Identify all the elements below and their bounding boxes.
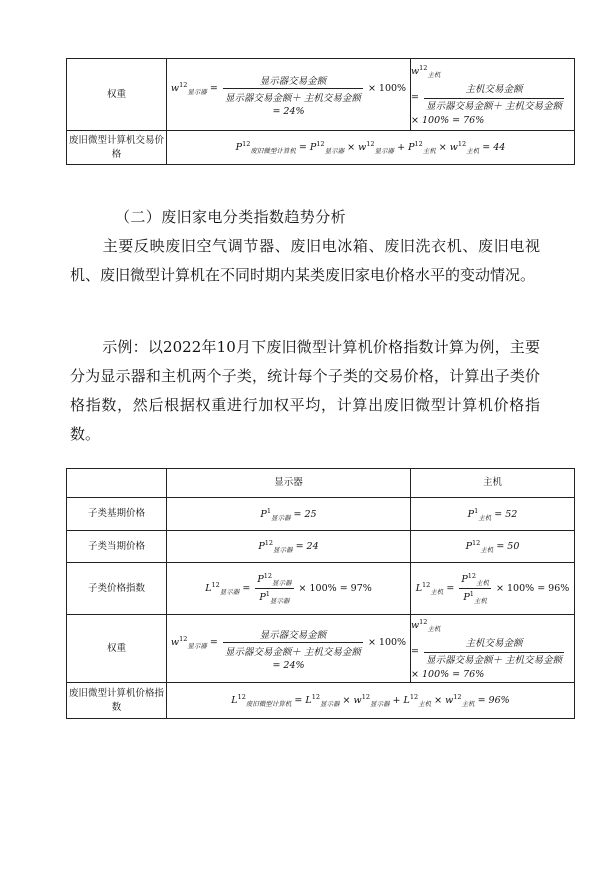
- base-price-label: 子类基期价格: [67, 498, 167, 531]
- current-price-label: 子类当期价格: [67, 531, 167, 563]
- col-header-host: 主机: [411, 469, 575, 498]
- weight-price-table: [66, 58, 575, 165]
- col-header-display: 显示器: [167, 469, 411, 498]
- host-weight-formula: $w^{12}_{主机}$ = $\frac{\text{主机交易金额}}{\text{显示器交易金额＋ 主机交易金额}}$ × 100% = 76%: [411, 59, 575, 131]
- index-label: 子类价格指数: [67, 563, 167, 615]
- price-formula: $P^{12}_{废旧微型计算机} = P^{12}_{显示器} \times w^{12}_{显示器} + P^{12}_{主机} \times w^{12}_{主机} = 44$: [167, 131, 575, 165]
- price-row-label: 废旧微型计算机交易价格: [67, 131, 167, 165]
- table-row: [67, 59, 575, 131]
- table-row: [67, 131, 575, 165]
- table-header-row: [67, 469, 575, 498]
- table-row: [67, 683, 575, 719]
- weight-row-label: 权重: [67, 59, 167, 131]
- sub-index-table: [66, 468, 575, 719]
- base-price-display: $P^1_{显示器} = 25$: [167, 498, 411, 531]
- table-row: [67, 615, 575, 683]
- paragraph-example: 示例：以2022年10月下废旧微型计算机价格指数计算为例，主要分为显示器和主机两个子类，统计每个子类的交易价格，计算出子类价格指数，然后根据权重进行加权平均，计算出废旧微型计算机价格指数。: [70, 338, 540, 443]
- current-price-display: $P^{12}_{显示器} = 24$: [167, 531, 411, 563]
- weight2-host: $w^{12}_{主机}$ = $\frac{\text{主机交易金额}}{\text{显示器交易金额＋ 主机交易金额}}$ × 100% = 76%: [411, 615, 575, 683]
- paragraph-intro: 主要反映废旧空气调节器、废旧电冰箱、废旧洗衣机、废旧电视机、废旧微型计算机在不同时期内某类废旧家电价格水平的变动情况。: [70, 237, 540, 284]
- display-weight-formula: $w^{12}_{显示器}$ = $\frac{\text{显示器交易金额}}{\text{显示器交易金额＋ 主机交易金额}}$ × 100% = 24%: [167, 59, 411, 131]
- current-price-host: $P^{12}_{主机} = 50$: [411, 531, 575, 563]
- weight2-label: 权重: [67, 615, 167, 683]
- index-display: $L^{12}_{显示器}$ = $\frac{P^{12}_{显示器}}{P^1_{显示器}}$ × 100% = 97%: [167, 563, 411, 615]
- table-row: [67, 563, 575, 615]
- table-row: [67, 531, 575, 563]
- index-host: $L^{12}_{主机}$ = $\frac{P^{12}_{主机}}{P^1_{主机}}$ × 100% = 96%: [411, 563, 575, 615]
- base-price-host: $P^1_{主机} = 52$: [411, 498, 575, 531]
- final-index-formula: $L^{12}_{废旧微型计算机} = L^{12}_{显示器} \times w^{12}_{显示器} + L^{12}_{主机} \times w^{12}_{主机} = 96\%$: [167, 683, 575, 719]
- weight2-display: $w^{12}_{显示器}$ = $\frac{\text{显示器交易金额}}{\text{显示器交易金额＋ 主机交易金额}}$ × 100% = 24%: [167, 615, 411, 683]
- table-row: [67, 498, 575, 531]
- section-heading: （二）废旧家电分类指数趋势分析: [115, 208, 347, 226]
- final-index-label: 废旧微型计算机价格指数: [67, 683, 167, 719]
